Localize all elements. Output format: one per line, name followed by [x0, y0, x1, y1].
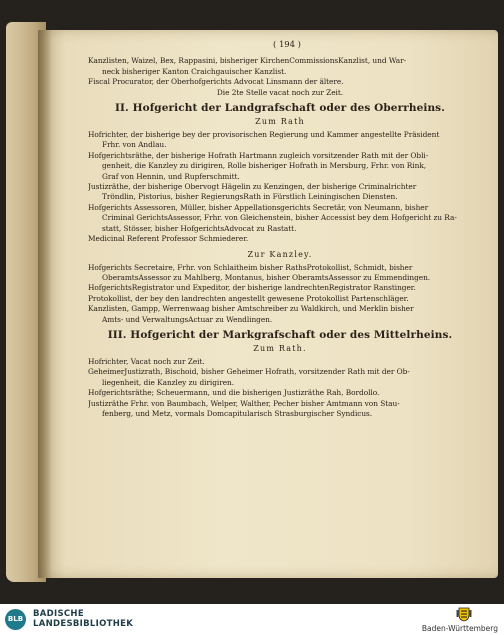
section-subheading: Zum Rath	[255, 117, 305, 127]
section-heading: III. Hofgericht der Markgrafschaft oder des Mittelrheins.	[107, 328, 453, 341]
footer-bar	[0, 604, 504, 635]
library-name	[33, 609, 133, 629]
text-line: Frhr. von Andlau.	[102, 140, 167, 150]
text-line: Die 2te Stelle vacat noch zur Zeit.	[216, 87, 344, 97]
text-line: Tröndlin, Pistorius, bisher RegierungsRath in Fürstlich Leiningischen Diensten.	[102, 192, 398, 202]
text-line: Kanzlisten, Waizel, Bex, Rappasini, bisheriger KirchenCommissionsKanzlist, und War-	[88, 56, 407, 66]
page-text	[88, 40, 472, 419]
text-line: genheit, die Kanzley zu dirigiren, Rolle bisheriger Hofrath in Mersburg, Frhr. von Rink,	[102, 161, 427, 171]
text-line: Medicinal Referent Professor Schmiederer.	[88, 234, 249, 244]
library-name-line2: LANDESBIBLIOTHEK	[33, 619, 134, 629]
text-line: Hofrichter, Vacat noch zur Zeit.	[88, 356, 205, 366]
text-line: Hofgerichts Assessoren, Müller, bisher Appellationsgerichts Secretär, von Neumann, bisher	[88, 202, 429, 212]
text-line: HofgerichtsRegistrator und Expeditor, der bisherige landrechtenRegistrator Ranstinger.	[88, 283, 416, 293]
text-line: Protokollist, der bey den landrechten angestellt gewesene Protokollist Partenschläger.	[88, 293, 409, 303]
page-number: ( 194 )	[273, 40, 301, 50]
text-line: OberamtsAssessor zu Mahlberg, Montanus, bisher OberamtsAssessor zu Emmendingen.	[102, 272, 431, 282]
text-line: Justizräthe, der bisherige Obervogt Hägelin zu Kenzingen, der bisherige Criminalrichter	[88, 182, 417, 192]
section-subheading: Zum Rath.	[253, 343, 307, 353]
text-line: neck bisheriger Kanton Craichgauischer Kanzlist.	[102, 66, 287, 76]
page-gutter-shadow	[38, 30, 52, 578]
text-line: Graf von Hennin, und Rupferschmitt.	[102, 171, 240, 181]
text-line: Hofgerichtsräthe, der bisherige Hofrath Hartmann zugleich vorsitzender Rath mit der Obli-	[88, 150, 429, 160]
text-line: Hofrichter, der bisherige bey der provisorischen Regierung und Kammer angestellte Präsident	[88, 130, 440, 140]
blb-logo: BLB	[5, 609, 26, 630]
text-line: fenberg, und Metz, vormals Domcapitularisch Strasburgischer Syndicus.	[102, 408, 373, 418]
library-name-line1: BADISCHE	[33, 609, 84, 619]
text-line: Amts- und VerwaltungsActuar zu Wendlingen.	[102, 314, 273, 324]
section-heading: II. Hofgericht der Landgrafschaft oder des Oberrheins.	[115, 102, 445, 115]
state-name: Baden-Württemberg	[421, 624, 498, 633]
text-line: Criminal GerichtsAssessor, Frhr. von Gleichenstein, bisher Accessist bey dem Hofgericht zu Ra-	[102, 213, 457, 223]
text-line: Hofgerichts Secretaire, Frhr. von Schlaitheim bisher RathsProtokollist, Schmidt, bisher	[88, 262, 413, 272]
text-line: liegenheit, die Kanzley zu dirigiren.	[102, 377, 235, 387]
text-line: Hofgerichtsräthe; Scheuermann, und die bisherigen Justizräthe Rah, Bordollo.	[88, 388, 380, 398]
text-line: Justizräthe Frhr. von Baumbach, Welper, Walther, Pecher bisher Amtmann von Stau-	[88, 398, 400, 408]
text-line: statt, Stösser, bisher HofgerichtsAdvocat zu Rastatt.	[102, 223, 297, 233]
text-line: GeheimerJustizrath, Bischoid, bisher Geheimer Hofrath, vorsitzender Rath mit der Ob-	[88, 367, 410, 377]
text-line: Kanzlisten, Gampp, Werrenwaag bisher Amtschreiber zu Waldkirch, und Merklin bisher	[88, 304, 414, 314]
coat-of-arms-icon	[456, 607, 472, 622]
section-subheading: Zur Kanzley.	[247, 249, 313, 259]
text-line: Fiscal Procurator, der Oberhofgerichts Advocat Linsmann der ältere.	[88, 77, 344, 87]
